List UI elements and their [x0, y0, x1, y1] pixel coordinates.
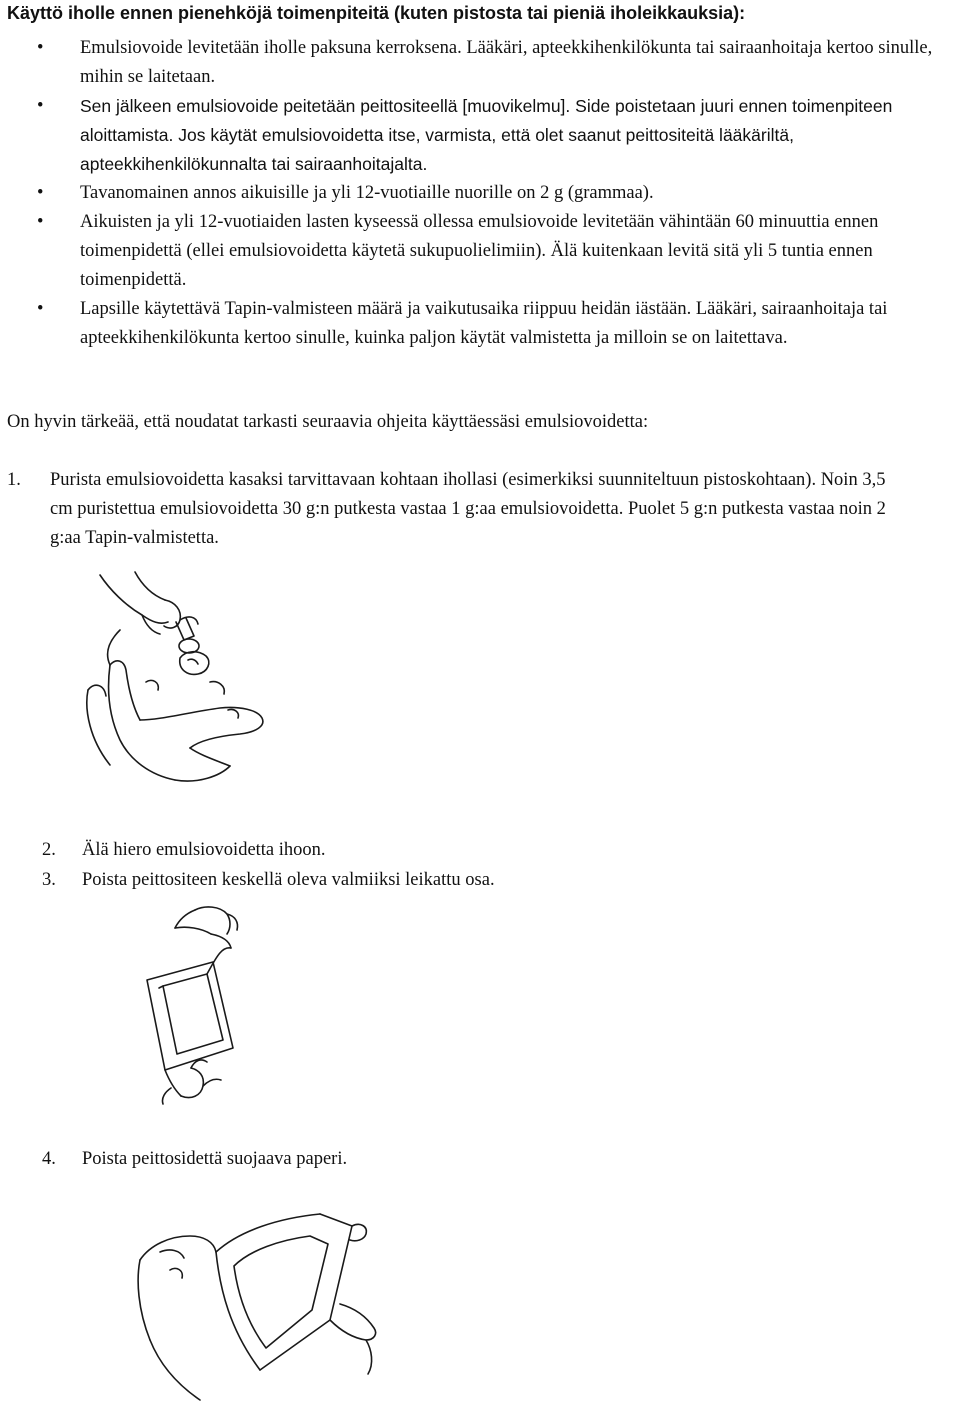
step-text: Purista emulsiovoidetta kasaksi tarvittavaan kohtaan ihollasi (esimerkiksi suunniteltuun pistoskohtaan). Noin 3,5 cm puristettua emulsiovoidetta 30 g:n putkesta vastaa 1 g:aa emulsiovoidetta. Puolet 5 g:n putkesta vastaa noin 2 g:aa Tapin-valmistetta.: [50, 470, 886, 548]
step-text: Älä hiero emulsiovoidetta ihoon.: [82, 840, 326, 860]
step-number: 2.: [42, 840, 56, 860]
step-text: Poista peittosidettä suojaava paperi.: [82, 1149, 348, 1169]
bullet-text: Aikuisten ja yli 12-vuotiaiden lasten kyseessä ollessa emulsiovoide levitetään vähintään 60 minuuttia ennen toimenpidettä (ellei emulsiovoidetta käytetä sukupuolielimiin). Älä kuitenkaan levitä sitä yli 5 tuntia ennen toimenpidettä.: [80, 212, 879, 290]
bullet-item: [0, 34, 960, 92]
bullet-marker: •: [37, 96, 44, 116]
bullet-marker: •: [37, 38, 44, 58]
instruction-bullet-list: [0, 34, 960, 353]
step-text: Poista peittositeen keskellä oleva valmiiksi leikattu osa.: [82, 870, 495, 890]
step-item: [42, 1145, 347, 1174]
bullet-item: [0, 92, 960, 179]
bullet-text: Tavanomainen annos aikuisille ja yli 12-vuotiaille nuorille on 2 g (grammaa).: [80, 183, 654, 203]
step-number: 4.: [42, 1149, 56, 1169]
bullet-item: [0, 179, 960, 208]
bullet-item: [0, 208, 960, 295]
step-item: [7, 466, 907, 553]
bullet-marker: •: [37, 299, 44, 319]
hands-peeling-dressing-paper-illustration: [130, 1200, 380, 1405]
section-heading: Käyttö iholle ennen pienehköjä toimenpiteitä (kuten pistosta tai pieniä iholeikkauksia):: [7, 3, 746, 23]
bullet-text: Sen jälkeen emulsiovoide peitetään peittositeellä [muovikelmu]. Side poistetaan juuri ennen toimenpiteen aloittamista. Jos käytät emulsiovoidetta itse, varmista, että olet saanut peittositeitä lääkäriltä, apteekkihenkilökunnalta tai sairaanhoitajalta.: [80, 96, 893, 174]
step-number: 1.: [7, 470, 21, 490]
bullet-text: Lapsille käytettävä Tapin-valmisteen määrä ja vaikutusaika riippuu heidän iästään. Lääkäri, sairaanhoitaja tai apteekkihenkilökunta kertoo sinulle, kuinka paljon käytät valmistetta ja milloin se on laitettava.: [80, 299, 888, 348]
hand-squeezing-tube-onto-hand-illustration: [80, 570, 290, 795]
bullet-text: Emulsiovoide levitetään iholle paksuna kerroksena. Lääkäri, apteekkihenkilökunta tai sairaanhoitaja kertoo sinulle, mihin se laitetaan.: [80, 38, 933, 87]
hands-removing-dressing-center-illustration: [135, 900, 315, 1105]
bullet-marker: •: [37, 183, 44, 203]
bullet-item: [0, 295, 960, 353]
step-item: [42, 866, 495, 895]
bullet-marker: •: [37, 212, 44, 232]
step-number: 3.: [42, 870, 56, 890]
steps-intro: On hyvin tärkeää, että noudatat tarkasti seuraavia ohjeita käyttäessäsi emulsiovoidetta:: [7, 412, 649, 432]
step-item: [42, 836, 326, 865]
